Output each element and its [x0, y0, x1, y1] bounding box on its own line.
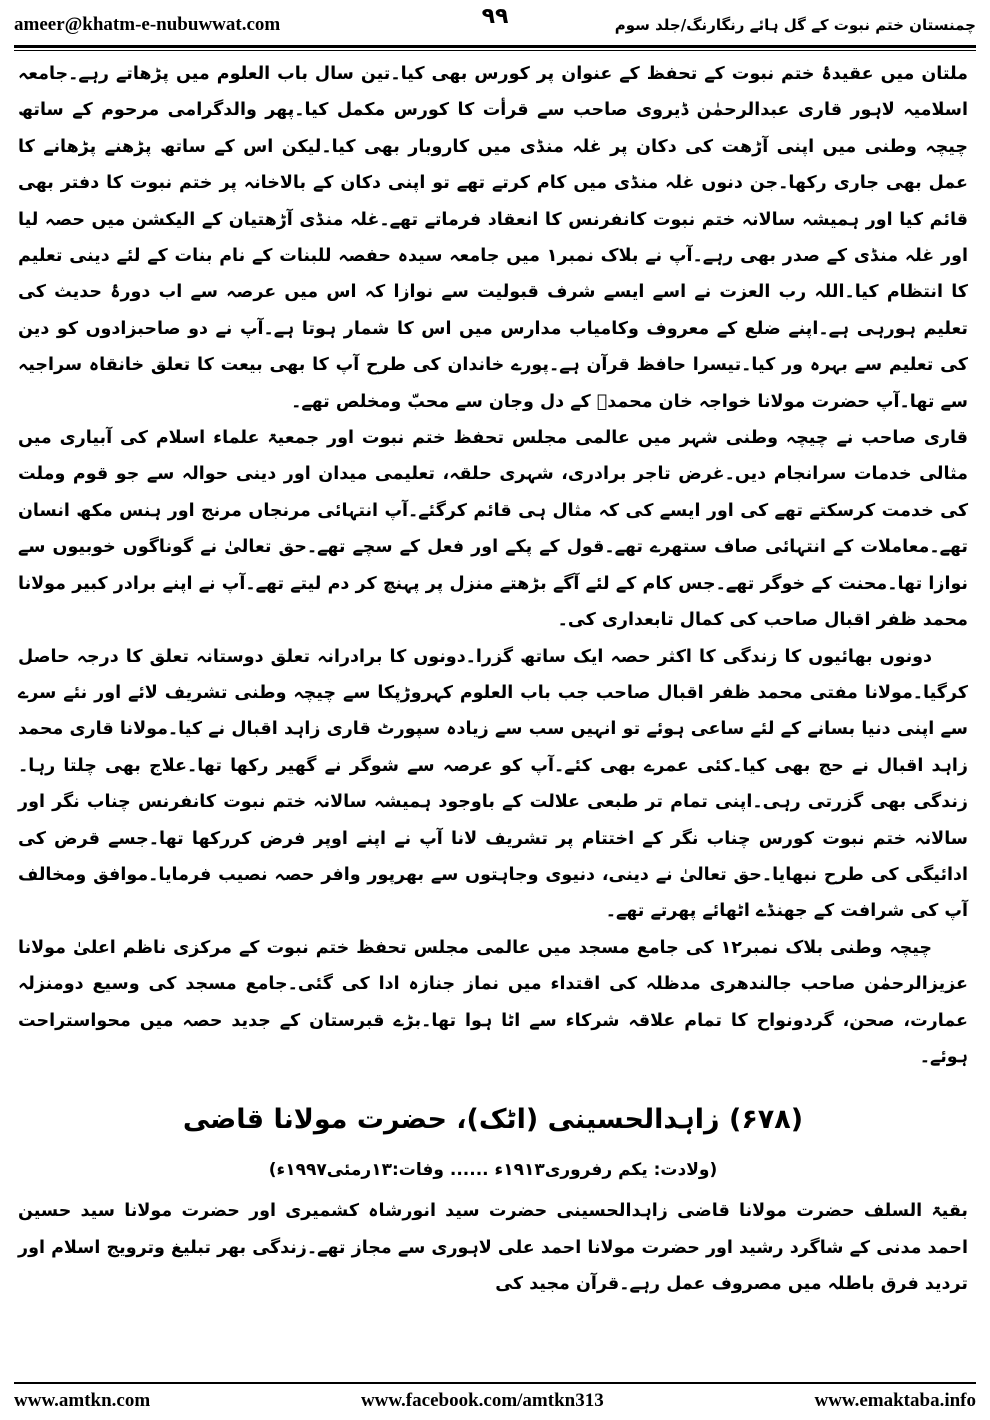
header-email: ameer@khatm-e-nubuwwat.com — [14, 14, 281, 35]
page-header — [14, 6, 976, 44]
paragraph-3: دونوں بھائیوں کا زندگی کا اکثر حصہ ایک ساتھ گزرا۔دونوں کا برادرانہ تعلق دوستانہ تعلق کا درجہ حاصل کرگیا۔مولانا مفتی محمد ظفر اقبال صاحب جب باب العلوم کہروڑپکا سے چیچہ وطنی تشریف لائے اور نئے سرے سے اپنی دنیا بسانے کے لئے ساعی ہوئے تو انہیں سب سے زیادہ سپورٹ قاری زاہد اقبال نے کیا۔مولانا قاری محمد زاہد اقبال نے حج بھی کیا۔کئی عمرے بھی کئے۔آپ کو عرصہ سے شوگر نے گھیر رکھا تھا۔علاج بھی چلتا رہا۔زندگی بھی گزرتی رہی۔اپنی تمام تر طبعی علالت کے باوجود ہمیشہ سالانہ ختم نبوت کانفرنس چناب نگر اور سالانہ ختم نبوت کورس چناب نگر کے اختتام پر تشریف لانا آپ نے اپنے اوپر فرض کررکھا تھا۔جسے قرض کی ادائیگی کی طرح نبھایا۔حق تعالیٰ نے دینی، دنیوی وجاہتوں سے بھرپور وافر حصہ نصیب فرمایا۔موافق ومخالف آپ کی شرافت کے جھنڈے اٹھائے پھرتے تھے۔ — [18, 646, 968, 922]
footer-link-right[interactable]: www.emaktaba.info — [814, 1390, 976, 1411]
section-paragraph: بقیۃ السلف حضرت مولانا قاضی زاہدالحسینی حضرت سید انورشاہ کشمیری اور حضرت مولانا سید حسین احمد مدنی کے شاگرد رشید اور حضرت مولانا احمد علی لاہوری سے مجاز تھے۔زندگی بھر تبلیغ وترویج اسلام اور تردید فرق باطلہ میں مصروف عمل رہے۔قرآن مجید کی — [18, 1201, 968, 1295]
paragraph-4: چیچہ وطنی بلاک نمبر۱۲ کی جامع مسجد میں عالمی مجلس تحفظ ختم نبوت کے مرکزی ناظم اعلیٰ مولانا عزیزالرحمٰن صاحب جالندھری مدظلہ کی اقتداء میں نماز جنازہ ادا کی گئی۔جامع مسجد کی وسیع دومنزلہ عمارت، صحن، گردونواح کا تمام علاقہ شرکاء سے اٹا ہوا تھا۔بڑے قبرستان کے جدید حصہ میں محواستراحت ہوئے۔ — [18, 937, 968, 1067]
paragraph-2: قاری صاحب نے چیچہ وطنی شہر میں عالمی مجلس تحفظ ختم نبوت اور جمعیۃ علماء اسلام کی آبیاری میں مثالی خدمات سرانجام دیں۔غرض تاجر برادری، شہری حلقہ، تعلیمی میدان اور دینی حوالہ سے جو قوم وملت کی خدمت کرسکتے تھے کی اور ایسے کی کہ مثال ہی قائم کرگئے۔آپ انتہائی مرنجاں مرنج اور ہنس مکھ انسان تھے۔معاملات کے انتہائی صاف ستھرے تھے۔قول کے پکے اور فعل کے سچے تھے۔حق تعالیٰ نے گوناگوں خوبیوں سے نوازا تھا۔محنت کے خوگر تھے۔جس کام کے لئے آگے بڑھتے منزل پر پہنچ کر دم لیتے تھے۔آپ نے اپنے برادر کبیر مولانا محمد ظفر اقبال صاحب کی کمال تابعداری کی۔ — [18, 428, 968, 631]
page-body — [18, 56, 968, 1303]
footer-rule — [14, 1382, 976, 1384]
section-dates: (ولادت: یکم رفروری۱۹۱۳ء ...... وفات:۱۳رمئی۱۹۹۷ء) — [268, 1160, 718, 1181]
footer-link-center[interactable]: www.facebook.com/amtkn313 — [360, 1390, 604, 1411]
paragraph-1: ملتان میں عقیدۂ ختم نبوت کے تحفظ کے عنوان پر کورس بھی کیا۔تین سال باب العلوم میں پڑھاتے رہے۔جامعہ اسلامیہ لاہور قاری عبدالرحمٰن ڈیروی صاحب سے قرأت کا کورس مکمل کیا۔پھر والدگرامی مرحوم کے ساتھ چیچہ وطنی میں اپنی آڑھت کی دکان پر غلہ منڈی میں کاروبار بھی کیا۔لیکن اس کے ساتھ پڑھنے پڑھانے کا عمل بھی جاری رکھا۔جن دنوں غلہ منڈی میں کام کرتے تھے تو اپنی دکان کے بالاخانہ پر ختم نبوت کا دفتر بھی قائم کیا اور ہمیشہ سالانہ ختم نبوت کانفرنس کا انعقاد فرماتے تھے۔غلہ منڈی آڑھتیان کے الیکشن میں حصہ لیا اور غلہ منڈی کے صدر بھی رہے۔آپ نے بلاک نمبر۱ میں جامعہ سیدہ حفصہ للبنات کے نام بنات کے لئے دینی تعلیم کا انتظام کیا۔اللہ رب العزت نے اسے ایسے شرف قبولیت سے نوازا کہ اس میں عرصہ سے اب دورۂ حدیث کی تعلیم ہورہی ہے۔اپنے ضلع کے معروف وکامیاب مدارس میں اس کا شمار ہوتا ہے۔آپ نے دو صاحبزادوں کو دین کی تعلیم سے بہرہ ور کیا۔تیسرا حافظ قرآن ہے۔پورے خاندان کی طرح آپ کا بھی بیعت کا تعلق خانقاہ سراجیہ سے تھا۔آپ حضرت مولانا خواجہ خان محمدؒ کے دل وجان سے محبّ ومخلص تھے۔ — [18, 64, 968, 412]
header-rule — [14, 45, 976, 51]
header-book-title: چمنستان ختم نبوت کے گل ہائے رنگارنگ/جلد سوم — [614, 16, 976, 34]
page-number: ۹۹ — [481, 4, 509, 29]
section-heading: (۶۷۸) زاہدالحسینی (اٹک)، حضرت مولانا قاضی — [182, 1104, 804, 1136]
footer-link-left[interactable]: www.amtkn.com — [14, 1390, 151, 1411]
page-footer — [14, 1388, 976, 1414]
